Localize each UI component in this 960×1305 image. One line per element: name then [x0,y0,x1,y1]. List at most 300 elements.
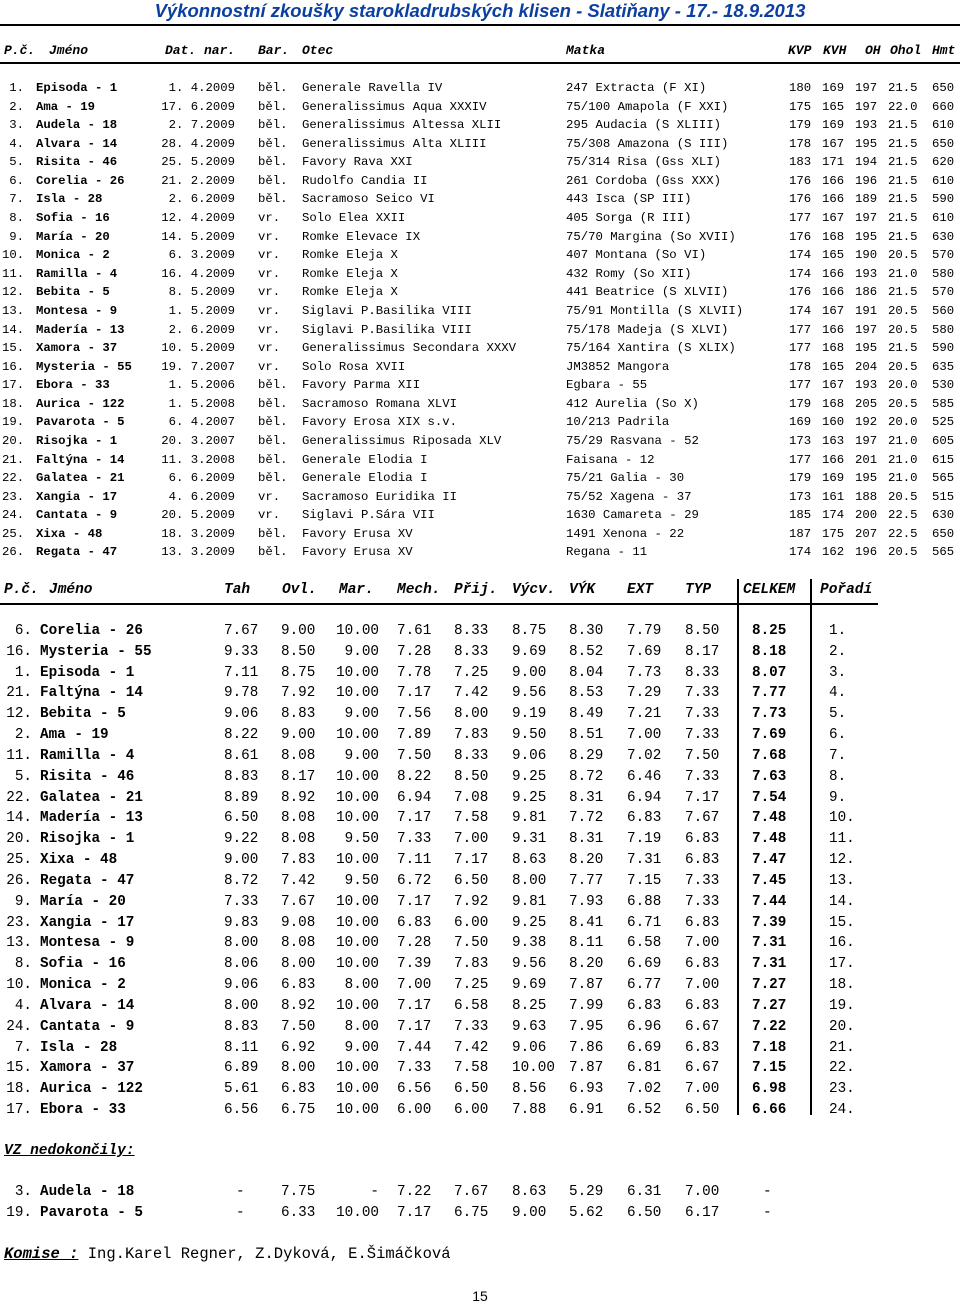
mother: 75/52 Xagena - 37 [566,489,692,504]
col-header-vyk: VÝK [569,582,596,598]
oh: 193 [855,266,878,281]
unfinished-row [0,1203,960,1224]
typ: 7.33 [685,685,720,702]
prij: 7.42 [454,685,489,702]
table-row [0,488,960,507]
vycv: 9.81 [512,893,547,910]
ohol: 21.5 [888,136,918,151]
mech: 6.94 [397,789,432,806]
col-header-name: Jméno [49,43,89,58]
poradi: 17. [829,956,855,973]
horse-name: Mysteria - 55 [40,643,152,660]
kvh: 161 [822,489,845,504]
row-number: 11. [2,266,25,281]
row-number: 26. [2,545,25,560]
hmt: 530 [932,378,955,393]
kvp: 183 [789,155,812,170]
results-row [0,746,960,767]
kvh: 166 [822,192,845,207]
col-header-father: Otec [302,43,334,58]
ext: 7.15 [627,872,662,889]
poradi: 10. [829,810,855,827]
kvp: 177 [789,341,812,356]
mar: 9.50 [344,872,379,889]
row-number: 23. [6,914,32,931]
prij: 7.58 [454,1060,489,1077]
results-row [0,1017,960,1038]
ext: 6.96 [627,1018,662,1035]
poradi: 6. [829,727,847,744]
kvp: 177 [789,378,812,393]
vycv: 9.69 [512,977,547,994]
celkem: 8.07 [752,664,787,681]
row-number: 3. [14,1184,32,1200]
horse-name: Sofia - 16 [36,211,110,226]
vyk: 7.87 [569,977,604,994]
mother: Regana - 11 [566,545,648,560]
father: Romke Eleja X [302,248,398,263]
mar: 10.00 [336,1204,379,1221]
oh: 188 [855,489,878,504]
mech: 7.28 [397,643,432,660]
kvh: 171 [822,155,845,170]
father: Generalissimus Aqua XXXIV [302,99,487,114]
typ: 7.50 [685,747,720,764]
typ: 6.83 [685,852,720,869]
tah: 8.61 [224,747,259,764]
celkem: 7.15 [752,1060,787,1077]
hmt: 610 [932,118,955,133]
row-number: 8. [14,956,32,973]
tah: 8.06 [224,956,259,973]
tah: 8.00 [224,997,259,1014]
ovl: 7.50 [281,1018,316,1035]
typ: 8.33 [685,664,720,681]
coat-color: běl. [258,433,288,448]
hmt: 570 [932,285,955,300]
kvp: 174 [789,303,812,318]
horse-name: Ama - 19 [36,99,96,114]
results-row [0,1100,960,1121]
vycv: 9.56 [512,956,547,973]
coat-color: běl. [258,526,288,541]
prij: 7.33 [454,1018,489,1035]
horse-name: Montesa - 9 [40,935,135,952]
father: Favory Erosa XIX s.v. [302,415,457,430]
kvh: 162 [822,545,845,560]
horse-name: Galatea - 21 [40,789,143,806]
father: Solo Elea XXII [302,211,406,226]
kvh: 174 [822,508,845,523]
ovl: 6.92 [281,1039,316,1056]
ohol: 21.5 [888,229,918,244]
celkem: 6.98 [752,1081,787,1098]
kvp: 185 [789,508,812,523]
hmt: 525 [932,415,955,430]
hmt: 560 [932,303,955,318]
tah: 8.00 [224,935,259,952]
col-header-mar: Mar. [339,582,374,598]
typ: 6.83 [685,956,720,973]
ovl: 8.08 [281,935,316,952]
row-number: 18. [2,396,25,411]
table-row [0,432,960,451]
ovl: 9.08 [281,914,316,931]
oh: 201 [855,452,878,467]
coat-color: vr. [258,322,281,337]
vyk: 8.49 [569,706,604,723]
kvh: 165 [822,99,845,114]
tah: 8.72 [224,872,259,889]
table-row [0,246,960,265]
prij: 8.33 [454,623,489,639]
mech: 6.56 [397,1081,432,1098]
kvp: 174 [789,266,812,281]
horse-name: Ebora - 33 [40,1102,126,1119]
prij: 7.83 [454,727,489,744]
vycv: 9.81 [512,810,547,827]
results-row [0,767,960,788]
coat-color: vr. [258,285,281,300]
birth-date: 25. 5.2009 [161,155,235,170]
row-number: 9. [14,893,32,910]
poradi: 1. [829,623,847,639]
vycv: 9.25 [512,789,547,806]
kvp: 174 [789,545,812,560]
ovl: 8.83 [281,706,316,723]
mar: 9.00 [344,1039,379,1056]
horse-name: Aurica - 122 [40,1081,143,1098]
oh: 197 [855,322,878,337]
tah: 6.56 [224,1102,259,1119]
table1-body [0,79,960,562]
celkem: 7.54 [752,789,787,806]
mar: 10.00 [336,893,379,910]
mother: 75/178 Madeja (S XLVI) [566,322,729,337]
celkem: 8.18 [752,643,787,660]
oh: 189 [855,192,878,207]
horse-name: Galatea - 21 [36,471,125,486]
hmt: 580 [932,322,955,337]
poradi: 24. [829,1102,855,1119]
results-row [0,642,960,663]
vycv: 9.25 [512,768,547,785]
mech: 7.17 [397,893,432,910]
ext: 6.50 [627,1204,662,1221]
celkem: - [763,1184,772,1200]
results-row [0,704,960,725]
row-number: 19. [2,415,25,430]
coat-color: běl. [258,192,288,207]
horse-name: Faltýna - 14 [36,452,125,467]
hmt: 580 [932,266,955,281]
kvp: 174 [789,248,812,263]
birth-date: 12. 4.2009 [161,211,235,226]
birth-date: 17. 6.2009 [161,99,235,114]
father: Generale Elodia I [302,471,428,486]
oh: 193 [855,378,878,393]
poradi: 5. [829,706,847,723]
horse-name: Corelia - 26 [36,173,125,188]
mother: 75/308 Amazona (S III) [566,136,729,151]
mar: 10.00 [336,727,379,744]
row-number: 6. [14,623,32,639]
row-number: 15. [2,341,25,356]
horse-name: Bebita - 5 [36,285,110,300]
row-number: 13. [2,303,25,318]
ovl: 7.42 [281,872,316,889]
row-number: 20. [6,831,32,848]
kvp: 179 [789,396,812,411]
father: Romke Eleja X [302,285,398,300]
table-row [0,376,960,395]
mech: 7.17 [397,810,432,827]
birth-date: 2. 6.2009 [168,322,235,337]
ovl: 8.08 [281,810,316,827]
prij: 7.92 [454,893,489,910]
typ: 7.00 [685,1081,720,1098]
vycv: 8.75 [512,623,547,639]
prij: 6.00 [454,1102,489,1119]
mother: JM3852 Mangora [566,359,670,374]
horse-name: Audela - 18 [36,118,118,133]
results-row [0,933,960,954]
typ: 6.83 [685,914,720,931]
birth-date: 4. 6.2009 [168,489,235,504]
ext: 7.21 [627,706,662,723]
hmt: 610 [932,211,955,226]
ohol: 22.0 [888,99,918,114]
poradi: 12. [829,852,855,869]
row-number: 13. [6,935,32,952]
ext: 6.52 [627,1102,662,1119]
unfinished-row [0,1182,960,1203]
hmt: 660 [932,99,955,114]
row-number: 24. [2,508,25,523]
mother: 75/100 Amapola (F XXI) [566,99,729,114]
row-number: 20. [2,433,25,448]
col-header-celkem: CELKEM [743,582,796,598]
vycv: 9.00 [512,1204,547,1221]
commission-label: Komise : [4,1245,79,1263]
father: Favory Parma XII [302,378,421,393]
ohol: 20.5 [888,396,918,411]
ext: 7.31 [627,852,662,869]
coat-color: běl. [258,396,288,411]
ovl: 6.33 [281,1204,316,1221]
kvp: 176 [789,285,812,300]
ovl: 9.00 [281,623,316,639]
typ: 6.67 [685,1018,720,1035]
page-number: 15 [472,1288,488,1304]
mech: 7.00 [397,977,432,994]
prij: 8.33 [454,747,489,764]
prij: 6.50 [454,872,489,889]
tah: - [236,1184,245,1200]
vycv: 9.06 [512,1039,547,1056]
birth-date: 13. 3.2009 [161,545,235,560]
mar: 10.00 [336,664,379,681]
ovl: 8.92 [281,789,316,806]
mar: 10.00 [336,1102,379,1119]
horse-name: Episoda - 1 [40,664,135,681]
row-number: 2. [14,727,32,744]
table-row [0,321,960,340]
prij: 6.50 [454,1081,489,1098]
coat-color: běl. [258,81,288,95]
coat-color: běl. [258,118,288,133]
hmt: 515 [932,489,955,504]
kvp: 179 [789,118,812,133]
coat-color: běl. [258,99,288,114]
kvh: 166 [822,452,845,467]
horse-name: Cantata - 9 [36,508,118,523]
mar: 10.00 [336,768,379,785]
birth-date: 16. 4.2009 [161,266,235,281]
poradi: 11. [829,831,855,848]
table-row [0,543,960,562]
mech: 7.56 [397,706,432,723]
mother: 247 Extracta (F XI) [566,81,707,95]
table-row [0,283,960,302]
mech: 7.89 [397,727,432,744]
table-row [0,339,960,358]
table-row [0,525,960,544]
row-number: 16. [6,643,32,660]
ext: 6.31 [627,1184,662,1200]
typ: 7.00 [685,1184,720,1200]
hmt: 650 [932,81,955,95]
birth-date: 6. 3.2009 [168,248,235,263]
poradi: 19. [829,997,855,1014]
ext: 6.88 [627,893,662,910]
mech: 6.72 [397,872,432,889]
commission-line [4,1243,451,1265]
typ: 7.00 [685,977,720,994]
father: Favory Erusa XV [302,526,413,541]
hmt: 610 [932,173,955,188]
vycv: 8.63 [512,1184,547,1200]
poradi: 9. [829,789,847,806]
vycv: 9.19 [512,706,547,723]
row-number: 9. [9,229,24,244]
coat-color: vr. [258,489,281,504]
father: Favory Erusa XV [302,545,413,560]
ohol: 22.5 [888,526,918,541]
ohol: 21.5 [888,341,918,356]
col-header-kvp: KVP [788,43,812,58]
typ: 6.17 [685,1204,720,1221]
oh: 196 [855,545,878,560]
ovl: 7.75 [281,1184,316,1200]
ovl: 8.75 [281,664,316,681]
ohol: 20.0 [888,415,918,430]
tah: 8.83 [224,1018,259,1035]
hmt: 650 [932,526,955,541]
horse-name: Xamora - 37 [40,1060,135,1077]
row-number: 10. [2,248,25,263]
row-number: 4. [9,136,24,151]
unfinished-label: VZ nedokončily: [4,1143,135,1159]
kvp: 178 [789,136,812,151]
horse-name: Monica - 2 [36,248,110,263]
vyk: 8.31 [569,789,604,806]
mother: Egbara - 55 [566,378,648,393]
mother: 405 Sorga (R III) [566,211,692,226]
col-header-oh: OH [865,43,881,58]
col-header-vycv: Výcv. [512,582,556,598]
ovl: 8.50 [281,643,316,660]
ohol: 21.0 [888,266,918,281]
tah: 6.89 [224,1060,259,1077]
coat-color: vr. [258,248,281,263]
father: Generalissimus Alta XLIII [302,136,487,151]
ext: 6.77 [627,977,662,994]
ohol: 20.5 [888,359,918,374]
horse-name: Faltýna - 14 [40,685,143,702]
mother: 75/164 Xantira (S XLIX) [566,341,736,356]
mar: 10.00 [336,623,379,639]
vyk: 8.04 [569,664,604,681]
row-number: 24. [6,1018,32,1035]
ohol: 20.0 [888,378,918,393]
vycv: 8.25 [512,997,547,1014]
horse-name: Madería - 13 [40,810,143,827]
results-row [0,871,960,892]
poradi: 14. [829,893,855,910]
ext: 7.02 [627,1081,662,1098]
horse-name: Audela - 18 [40,1184,135,1200]
celkem: 7.47 [752,852,787,869]
tah: 8.11 [224,1039,259,1056]
coat-color: běl. [258,155,288,170]
tah: 8.83 [224,768,259,785]
hmt: 585 [932,396,955,411]
table2-body [0,621,960,1121]
results-row [0,725,960,746]
celkem: 7.31 [752,956,787,973]
vycv: 8.63 [512,852,547,869]
mar: 10.00 [336,1060,379,1077]
mech: 7.22 [397,1184,432,1200]
kvh: 165 [822,359,845,374]
prij: 7.50 [454,935,489,952]
hmt: 630 [932,508,955,523]
kvh: 168 [822,341,845,356]
ovl: 8.08 [281,831,316,848]
horse-name: Corelia - 26 [40,623,143,639]
vycv: 8.00 [512,872,547,889]
col-header-hmt: Hmt [932,43,956,58]
poradi: 23. [829,1081,855,1098]
kvh: 163 [822,433,845,448]
prij: 7.67 [454,1184,489,1200]
table-row [0,506,960,525]
vyk: 8.53 [569,685,604,702]
ohol: 21.0 [888,471,918,486]
horse-name: Xixa - 48 [40,852,118,869]
celkem: 7.27 [752,997,787,1014]
ohol: 21.5 [888,155,918,170]
ovl: 6.83 [281,1081,316,1098]
horse-name: Ebora - 33 [36,378,110,393]
vycv: 10.00 [512,1060,555,1077]
kvh: 167 [822,136,845,151]
tah: 9.22 [224,831,259,848]
horse-name: Ramilla - 4 [36,266,118,281]
typ: 6.83 [685,831,720,848]
mother: 75/314 Risa (Gss XLI) [566,155,721,170]
